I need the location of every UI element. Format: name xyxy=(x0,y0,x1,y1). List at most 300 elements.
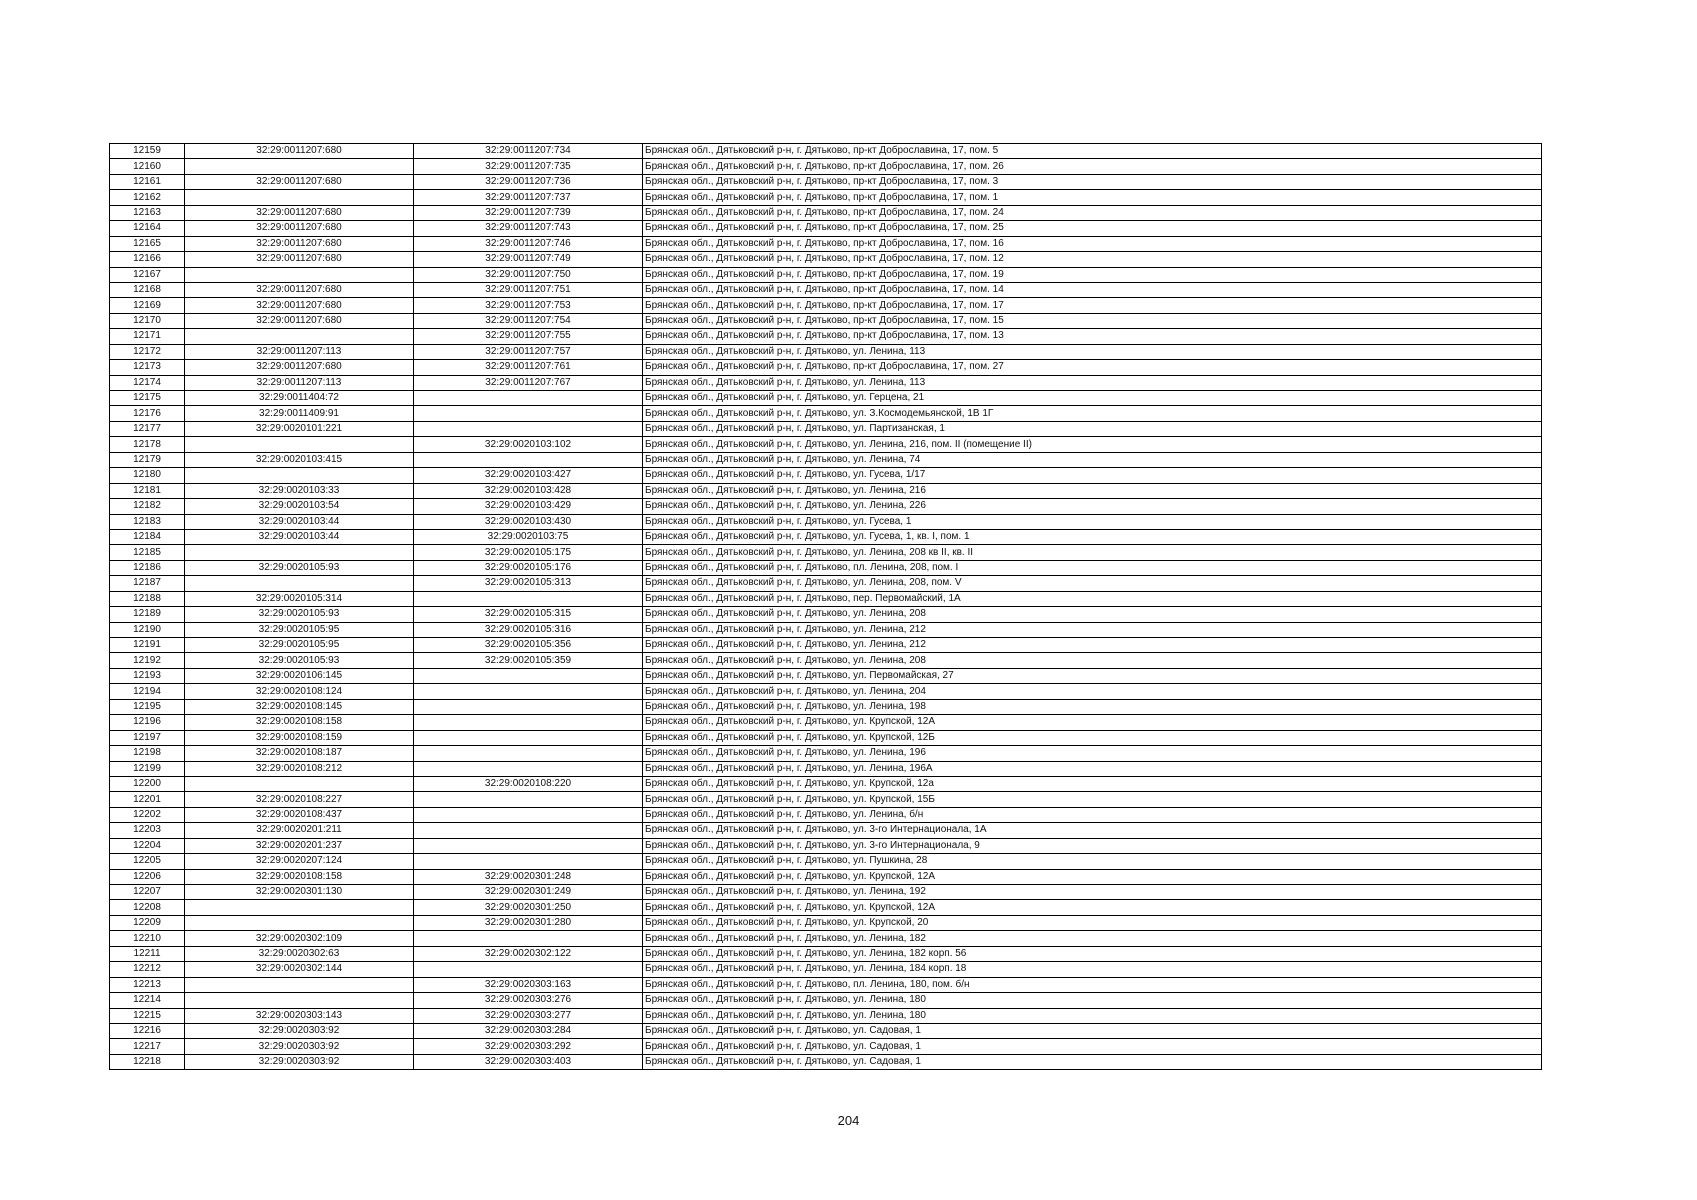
table-row xyxy=(110,715,1542,730)
address-cell: Брянская обл., Дятьковский р-н, г. Дятьково, ул. Гусева, 1 xyxy=(643,514,1542,529)
row-number-cell: 12217 xyxy=(110,1039,185,1054)
object-cadastral-number-cell xyxy=(414,823,643,838)
land-cadastral-number-cell: 32:29:0011207:680 xyxy=(185,174,414,189)
land-cadastral-number-cell: 32:29:0011207:113 xyxy=(185,375,414,390)
row-number-cell: 12214 xyxy=(110,993,185,1008)
address-cell: Брянская обл., Дятьковский р-н, г. Дятьково, пр-кт Доброславина, 17, пом. 17 xyxy=(643,298,1542,313)
table-row xyxy=(110,684,1542,699)
table-row xyxy=(110,993,1542,1008)
land-cadastral-number-cell xyxy=(185,329,414,344)
object-cadastral-number-cell xyxy=(414,591,643,606)
address-cell: Брянская обл., Дятьковский р-н, г. Дятьково, ул. Гусева, 1, кв. I, пом. 1 xyxy=(643,529,1542,544)
row-number-cell: 12192 xyxy=(110,653,185,668)
table-row xyxy=(110,437,1542,452)
land-cadastral-number-cell xyxy=(185,915,414,930)
row-number-cell: 12162 xyxy=(110,190,185,205)
row-number-cell: 12207 xyxy=(110,885,185,900)
address-cell: Брянская обл., Дятьковский р-н, г. Дятьково, ул. Ленина, 182 xyxy=(643,931,1542,946)
land-cadastral-number-cell: 32:29:0020108:158 xyxy=(185,869,414,884)
land-cadastral-number-cell: 32:29:0020302:109 xyxy=(185,931,414,946)
table-row xyxy=(110,174,1542,189)
land-cadastral-number-cell xyxy=(185,576,414,591)
table-row xyxy=(110,730,1542,745)
object-cadastral-number-cell: 32:29:0020105:359 xyxy=(414,653,643,668)
address-cell: Брянская обл., Дятьковский р-н, г. Дятьково, пр-кт Доброславина, 17, пом. 15 xyxy=(643,313,1542,328)
table-row xyxy=(110,190,1542,205)
land-cadastral-number-cell: 32:29:0020103:44 xyxy=(185,514,414,529)
table-row xyxy=(110,205,1542,220)
land-cadastral-number-cell xyxy=(185,159,414,174)
object-cadastral-number-cell xyxy=(414,668,643,683)
row-number-cell: 12193 xyxy=(110,668,185,683)
object-cadastral-number-cell: 32:29:0020103:428 xyxy=(414,483,643,498)
land-cadastral-number-cell: 32:29:0011207:680 xyxy=(185,282,414,297)
table-row xyxy=(110,375,1542,390)
row-number-cell: 12163 xyxy=(110,205,185,220)
row-number-cell: 12169 xyxy=(110,298,185,313)
object-cadastral-number-cell: 32:29:0020108:220 xyxy=(414,776,643,791)
object-cadastral-number-cell xyxy=(414,452,643,467)
object-cadastral-number-cell xyxy=(414,406,643,421)
table-row xyxy=(110,885,1542,900)
address-cell: Брянская обл., Дятьковский р-н, г. Дятьково, ул. З.Космодемьянской, 1В 1Г xyxy=(643,406,1542,421)
land-cadastral-number-cell: 32:29:0011207:680 xyxy=(185,360,414,375)
row-number-cell: 12206 xyxy=(110,869,185,884)
row-number-cell: 12212 xyxy=(110,962,185,977)
address-cell: Брянская обл., Дятьковский р-н, г. Дятьково, ул. Крупской, 12А xyxy=(643,900,1542,915)
row-number-cell: 12196 xyxy=(110,715,185,730)
land-cadastral-number-cell: 32:29:0020105:95 xyxy=(185,622,414,637)
address-cell: Брянская обл., Дятьковский р-н, г. Дятьково, ул. Крупской, 12А xyxy=(643,869,1542,884)
land-cadastral-number-cell: 32:29:0020303:92 xyxy=(185,1054,414,1069)
land-cadastral-number-cell: 32:29:0011207:680 xyxy=(185,298,414,313)
table-row xyxy=(110,576,1542,591)
table-row xyxy=(110,792,1542,807)
table-row xyxy=(110,252,1542,267)
object-cadastral-number-cell: 32:29:0011207:734 xyxy=(414,144,643,159)
table-row xyxy=(110,298,1542,313)
row-number-cell: 12179 xyxy=(110,452,185,467)
land-cadastral-number-cell xyxy=(185,900,414,915)
object-cadastral-number-cell: 32:29:0020105:316 xyxy=(414,622,643,637)
row-number-cell: 12200 xyxy=(110,776,185,791)
address-cell: Брянская обл., Дятьковский р-н, г. Дятьково, ул. Ленина, 196 xyxy=(643,746,1542,761)
table-row xyxy=(110,267,1542,282)
address-cell: Брянская обл., Дятьковский р-н, г. Дятьково, пер. Первомайский, 1А xyxy=(643,591,1542,606)
address-cell: Брянская обл., Дятьковский р-н, г. Дятьково, ул. Ленина, 208, пом. V xyxy=(643,576,1542,591)
row-number-cell: 12183 xyxy=(110,514,185,529)
land-cadastral-number-cell: 32:29:0020105:93 xyxy=(185,653,414,668)
object-cadastral-number-cell: 32:29:0011207:739 xyxy=(414,205,643,220)
object-cadastral-number-cell xyxy=(414,761,643,776)
land-cadastral-number-cell: 32:29:0020103:33 xyxy=(185,483,414,498)
object-cadastral-number-cell: 32:29:0020303:277 xyxy=(414,1008,643,1023)
land-cadastral-number-cell: 32:29:0020301:130 xyxy=(185,885,414,900)
address-cell: Брянская обл., Дятьковский р-н, г. Дятьково, пл. Ленина, 208, пом. I xyxy=(643,560,1542,575)
object-cadastral-number-cell xyxy=(414,699,643,714)
table-row xyxy=(110,560,1542,575)
address-cell: Брянская обл., Дятьковский р-н, г. Дятьково, ул. Крупской, 12Б xyxy=(643,730,1542,745)
table-row xyxy=(110,699,1542,714)
object-cadastral-number-cell xyxy=(414,838,643,853)
land-cadastral-number-cell: 32:29:0020108:159 xyxy=(185,730,414,745)
address-cell: Брянская обл., Дятьковский р-н, г. Дятьково, пр-кт Доброславина, 17, пом. 25 xyxy=(643,221,1542,236)
table-row xyxy=(110,483,1542,498)
table-row xyxy=(110,421,1542,436)
address-cell: Брянская обл., Дятьковский р-н, г. Дятьково, пр-кт Доброславина, 17, пом. 3 xyxy=(643,174,1542,189)
table-row xyxy=(110,854,1542,869)
table-row xyxy=(110,499,1542,514)
object-cadastral-number-cell: 32:29:0011207:735 xyxy=(414,159,643,174)
table-row xyxy=(110,1039,1542,1054)
address-cell: Брянская обл., Дятьковский р-н, г. Дятьково, ул. Ленина, 204 xyxy=(643,684,1542,699)
address-cell: Брянская обл., Дятьковский р-н, г. Дятьково, ул. Ленина, 208 xyxy=(643,607,1542,622)
land-cadastral-number-cell: 32:29:0020303:92 xyxy=(185,1039,414,1054)
land-cadastral-number-cell: 32:29:0020201:237 xyxy=(185,838,414,853)
object-cadastral-number-cell: 32:29:0020303:163 xyxy=(414,977,643,992)
object-cadastral-number-cell xyxy=(414,715,643,730)
address-cell: Брянская обл., Дятьковский р-н, г. Дятьково, ул. Ленина, 74 xyxy=(643,452,1542,467)
object-cadastral-number-cell xyxy=(414,962,643,977)
land-cadastral-number-cell xyxy=(185,468,414,483)
land-cadastral-number-cell xyxy=(185,267,414,282)
table-row xyxy=(110,807,1542,822)
table-row xyxy=(110,946,1542,961)
table-row xyxy=(110,1054,1542,1069)
object-cadastral-number-cell: 32:29:0020301:249 xyxy=(414,885,643,900)
table-row xyxy=(110,221,1542,236)
row-number-cell: 12164 xyxy=(110,221,185,236)
land-cadastral-number-cell: 32:29:0020108:227 xyxy=(185,792,414,807)
object-cadastral-number-cell xyxy=(414,931,643,946)
table-row xyxy=(110,360,1542,375)
address-cell: Брянская обл., Дятьковский р-н, г. Дятьково, ул. Ленина, 184 корп. 18 xyxy=(643,962,1542,977)
object-cadastral-number-cell: 32:29:0011207:736 xyxy=(414,174,643,189)
row-number-cell: 12161 xyxy=(110,174,185,189)
row-number-cell: 12178 xyxy=(110,437,185,452)
table-row xyxy=(110,344,1542,359)
row-number-cell: 12190 xyxy=(110,622,185,637)
land-cadastral-number-cell: 32:29:0011207:680 xyxy=(185,205,414,220)
row-number-cell: 12185 xyxy=(110,545,185,560)
object-cadastral-number-cell: 32:29:0020103:430 xyxy=(414,514,643,529)
address-cell: Брянская обл., Дятьковский р-н, г. Дятьково, пр-кт Доброславина, 17, пом. 26 xyxy=(643,159,1542,174)
land-cadastral-number-cell: 32:29:0011409:91 xyxy=(185,406,414,421)
object-cadastral-number-cell: 32:29:0020103:429 xyxy=(414,499,643,514)
table-row xyxy=(110,452,1542,467)
land-cadastral-number-cell: 32:29:0020108:187 xyxy=(185,746,414,761)
table-row xyxy=(110,391,1542,406)
land-cadastral-number-cell: 32:29:0020108:437 xyxy=(185,807,414,822)
row-number-cell: 12172 xyxy=(110,344,185,359)
page-number: 204 xyxy=(837,1113,860,1128)
table-row xyxy=(110,931,1542,946)
row-number-cell: 12197 xyxy=(110,730,185,745)
row-number-cell: 12194 xyxy=(110,684,185,699)
table-row xyxy=(110,607,1542,622)
address-cell: Брянская обл., Дятьковский р-н, г. Дятьково, ул. Ленина, 196А xyxy=(643,761,1542,776)
row-number-cell: 12166 xyxy=(110,252,185,267)
land-cadastral-number-cell: 32:29:0020105:314 xyxy=(185,591,414,606)
address-cell: Брянская обл., Дятьковский р-н, г. Дятьково, ул. Крупской, 12А xyxy=(643,715,1542,730)
row-number-cell: 12188 xyxy=(110,591,185,606)
land-cadastral-number-cell: 32:29:0020201:211 xyxy=(185,823,414,838)
land-cadastral-number-cell: 32:29:0020303:143 xyxy=(185,1008,414,1023)
row-number-cell: 12176 xyxy=(110,406,185,421)
table-row xyxy=(110,900,1542,915)
land-cadastral-number-cell: 32:29:0020101:221 xyxy=(185,421,414,436)
address-cell: Брянская обл., Дятьковский р-н, г. Дятьково, ул. Ленина, 226 xyxy=(643,499,1542,514)
row-number-cell: 12173 xyxy=(110,360,185,375)
object-cadastral-number-cell: 32:29:0020105:175 xyxy=(414,545,643,560)
row-number-cell: 12171 xyxy=(110,329,185,344)
land-cadastral-number-cell: 32:29:0020106:145 xyxy=(185,668,414,683)
object-cadastral-number-cell: 32:29:0020105:313 xyxy=(414,576,643,591)
table-row xyxy=(110,622,1542,637)
table-row xyxy=(110,1008,1542,1023)
address-cell: Брянская обл., Дятьковский р-н, г. Дятьково, ул. Ленина, 198 xyxy=(643,699,1542,714)
table-row xyxy=(110,776,1542,791)
table-row xyxy=(110,746,1542,761)
row-number-cell: 12159 xyxy=(110,144,185,159)
row-number-cell: 12210 xyxy=(110,931,185,946)
cadastral-registry-table xyxy=(109,143,1542,1070)
row-number-cell: 12186 xyxy=(110,560,185,575)
row-number-cell: 12216 xyxy=(110,1023,185,1038)
address-cell: Брянская обл., Дятьковский р-н, г. Дятьково, ул. Садовая, 1 xyxy=(643,1039,1542,1054)
table-row xyxy=(110,653,1542,668)
object-cadastral-number-cell xyxy=(414,807,643,822)
address-cell: Брянская обл., Дятьковский р-н, г. Дятьково, ул. Ленина, 113 xyxy=(643,375,1542,390)
land-cadastral-number-cell xyxy=(185,545,414,560)
address-cell: Брянская обл., Дятьковский р-н, г. Дятьково, ул. Крупской, 15Б xyxy=(643,792,1542,807)
object-cadastral-number-cell: 32:29:0011207:743 xyxy=(414,221,643,236)
address-cell: Брянская обл., Дятьковский р-н, г. Дятьково, ул. Герцена, 21 xyxy=(643,391,1542,406)
row-number-cell: 12175 xyxy=(110,391,185,406)
object-cadastral-number-cell: 32:29:0020105:176 xyxy=(414,560,643,575)
row-number-cell: 12180 xyxy=(110,468,185,483)
object-cadastral-number-cell xyxy=(414,746,643,761)
table-row xyxy=(110,236,1542,251)
object-cadastral-number-cell xyxy=(414,391,643,406)
table-row xyxy=(110,638,1542,653)
row-number-cell: 12160 xyxy=(110,159,185,174)
address-cell: Брянская обл., Дятьковский р-н, г. Дятьково, ул. Ленина, 180 xyxy=(643,1008,1542,1023)
land-cadastral-number-cell xyxy=(185,993,414,1008)
row-number-cell: 12213 xyxy=(110,977,185,992)
object-cadastral-number-cell: 32:29:0020303:276 xyxy=(414,993,643,1008)
address-cell: Брянская обл., Дятьковский р-н, г. Дятьково, ул. Пушкина, 28 xyxy=(643,854,1542,869)
address-cell: Брянская обл., Дятьковский р-н, г. Дятьково, ул. Ленина, 208 кв II, кв. II xyxy=(643,545,1542,560)
address-cell: Брянская обл., Дятьковский р-н, г. Дятьково, ул. Ленина, 192 xyxy=(643,885,1542,900)
row-number-cell: 12215 xyxy=(110,1008,185,1023)
table-row xyxy=(110,823,1542,838)
object-cadastral-number-cell: 32:29:0020303:292 xyxy=(414,1039,643,1054)
object-cadastral-number-cell: 32:29:0020303:284 xyxy=(414,1023,643,1038)
land-cadastral-number-cell xyxy=(185,190,414,205)
address-cell: Брянская обл., Дятьковский р-н, г. Дятьково, ул. Ленина, 208 xyxy=(643,653,1542,668)
row-number-cell: 12184 xyxy=(110,529,185,544)
object-cadastral-number-cell: 32:29:0011207:757 xyxy=(414,344,643,359)
table-row xyxy=(110,838,1542,853)
table-row xyxy=(110,977,1542,992)
address-cell: Брянская обл., Дятьковский р-н, г. Дятьково, ул. Партизанская, 1 xyxy=(643,421,1542,436)
table-row xyxy=(110,313,1542,328)
land-cadastral-number-cell xyxy=(185,776,414,791)
address-cell: Брянская обл., Дятьковский р-н, г. Дятьково, ул. Крупской, 12а xyxy=(643,776,1542,791)
row-number-cell: 12195 xyxy=(110,699,185,714)
row-number-cell: 12168 xyxy=(110,282,185,297)
address-cell: Брянская обл., Дятьковский р-н, г. Дятьково, ул. Ленина, б/н xyxy=(643,807,1542,822)
land-cadastral-number-cell: 32:29:0020105:93 xyxy=(185,560,414,575)
object-cadastral-number-cell: 32:29:0011207:750 xyxy=(414,267,643,282)
registry-table-body xyxy=(110,144,1542,1070)
row-number-cell: 12208 xyxy=(110,900,185,915)
land-cadastral-number-cell: 32:29:0020108:158 xyxy=(185,715,414,730)
land-cadastral-number-cell xyxy=(185,437,414,452)
table-row xyxy=(110,514,1542,529)
table-row xyxy=(110,869,1542,884)
land-cadastral-number-cell: 32:29:0011207:680 xyxy=(185,221,414,236)
table-row xyxy=(110,545,1542,560)
row-number-cell: 12177 xyxy=(110,421,185,436)
row-number-cell: 12191 xyxy=(110,638,185,653)
object-cadastral-number-cell: 32:29:0011207:749 xyxy=(414,252,643,267)
land-cadastral-number-cell: 32:29:0020105:93 xyxy=(185,607,414,622)
address-cell: Брянская обл., Дятьковский р-н, г. Дятьково, ул. 3-го Интернационала, 9 xyxy=(643,838,1542,853)
object-cadastral-number-cell: 32:29:0020103:102 xyxy=(414,437,643,452)
object-cadastral-number-cell: 32:29:0011207:746 xyxy=(414,236,643,251)
object-cadastral-number-cell: 32:29:0011207:754 xyxy=(414,313,643,328)
address-cell: Брянская обл., Дятьковский р-н, г. Дятьково, пр-кт Доброславина, 17, пом. 12 xyxy=(643,252,1542,267)
table-row xyxy=(110,668,1542,683)
object-cadastral-number-cell: 32:29:0011207:753 xyxy=(414,298,643,313)
object-cadastral-number-cell: 32:29:0011207:737 xyxy=(414,190,643,205)
row-number-cell: 12203 xyxy=(110,823,185,838)
land-cadastral-number-cell: 32:29:0020103:44 xyxy=(185,529,414,544)
row-number-cell: 12189 xyxy=(110,607,185,622)
address-cell: Брянская обл., Дятьковский р-н, г. Дятьково, пр-кт Доброславина, 17, пом. 1 xyxy=(643,190,1542,205)
address-cell: Брянская обл., Дятьковский р-н, г. Дятьково, ул. Ленина, 216 xyxy=(643,483,1542,498)
address-cell: Брянская обл., Дятьковский р-н, г. Дятьково, ул. 3-го Интернационала, 1А xyxy=(643,823,1542,838)
land-cadastral-number-cell: 32:29:0011207:680 xyxy=(185,313,414,328)
table-row xyxy=(110,159,1542,174)
land-cadastral-number-cell: 32:29:0020108:124 xyxy=(185,684,414,699)
land-cadastral-number-cell: 32:29:0011207:680 xyxy=(185,252,414,267)
address-cell: Брянская обл., Дятьковский р-н, г. Дятьково, ул. Садовая, 1 xyxy=(643,1054,1542,1069)
row-number-cell: 12211 xyxy=(110,946,185,961)
address-cell: Брянская обл., Дятьковский р-н, г. Дятьково, пр-кт Доброславина, 17, пом. 14 xyxy=(643,282,1542,297)
table-row xyxy=(110,144,1542,159)
address-cell: Брянская обл., Дятьковский р-н, г. Дятьково, пр-кт Доброславина, 17, пом. 24 xyxy=(643,205,1542,220)
object-cadastral-number-cell: 32:29:0020103:427 xyxy=(414,468,643,483)
row-number-cell: 12199 xyxy=(110,761,185,776)
object-cadastral-number-cell: 32:29:0020105:356 xyxy=(414,638,643,653)
table-row xyxy=(110,962,1542,977)
address-cell: Брянская обл., Дятьковский р-н, г. Дятьково, пр-кт Доброславина, 17, пом. 19 xyxy=(643,267,1542,282)
object-cadastral-number-cell xyxy=(414,730,643,745)
land-cadastral-number-cell: 32:29:0020108:212 xyxy=(185,761,414,776)
object-cadastral-number-cell: 32:29:0020301:248 xyxy=(414,869,643,884)
land-cadastral-number-cell: 32:29:0011207:680 xyxy=(185,144,414,159)
object-cadastral-number-cell: 32:29:0020105:315 xyxy=(414,607,643,622)
land-cadastral-number-cell: 32:29:0020103:415 xyxy=(185,452,414,467)
land-cadastral-number-cell: 32:29:0020303:92 xyxy=(185,1023,414,1038)
land-cadastral-number-cell: 32:29:0020108:145 xyxy=(185,699,414,714)
row-number-cell: 12182 xyxy=(110,499,185,514)
address-cell: Брянская обл., Дятьковский р-н, г. Дятьково, ул. Ленина, 212 xyxy=(643,638,1542,653)
address-cell: Брянская обл., Дятьковский р-н, г. Дятьково, ул. Ленина, 113 xyxy=(643,344,1542,359)
table-row xyxy=(110,468,1542,483)
object-cadastral-number-cell xyxy=(414,684,643,699)
row-number-cell: 12204 xyxy=(110,838,185,853)
object-cadastral-number-cell: 32:29:0011207:755 xyxy=(414,329,643,344)
object-cadastral-number-cell: 32:29:0020103:75 xyxy=(414,529,643,544)
object-cadastral-number-cell xyxy=(414,792,643,807)
address-cell: Брянская обл., Дятьковский р-н, г. Дятьково, ул. Ленина, 212 xyxy=(643,622,1542,637)
land-cadastral-number-cell: 32:29:0020302:63 xyxy=(185,946,414,961)
object-cadastral-number-cell xyxy=(414,421,643,436)
row-number-cell: 12202 xyxy=(110,807,185,822)
address-cell: Брянская обл., Дятьковский р-н, г. Дятьково, ул. Ленина, 182 корп. 56 xyxy=(643,946,1542,961)
table-row xyxy=(110,282,1542,297)
object-cadastral-number-cell: 32:29:0020302:122 xyxy=(414,946,643,961)
row-number-cell: 12170 xyxy=(110,313,185,328)
object-cadastral-number-cell: 32:29:0011207:767 xyxy=(414,375,643,390)
land-cadastral-number-cell: 32:29:0020103:54 xyxy=(185,499,414,514)
object-cadastral-number-cell: 32:29:0020301:280 xyxy=(414,915,643,930)
table-row xyxy=(110,915,1542,930)
address-cell: Брянская обл., Дятьковский р-н, г. Дятьково, ул. Первомайская, 27 xyxy=(643,668,1542,683)
object-cadastral-number-cell: 32:29:0020301:250 xyxy=(414,900,643,915)
row-number-cell: 12174 xyxy=(110,375,185,390)
object-cadastral-number-cell xyxy=(414,854,643,869)
land-cadastral-number-cell: 32:29:0020105:95 xyxy=(185,638,414,653)
object-cadastral-number-cell: 32:29:0011207:751 xyxy=(414,282,643,297)
address-cell: Брянская обл., Дятьковский р-н, г. Дятьково, ул. Ленина, 180 xyxy=(643,993,1542,1008)
address-cell: Брянская обл., Дятьковский р-н, г. Дятьково, пр-кт Доброславина, 17, пом. 27 xyxy=(643,360,1542,375)
row-number-cell: 12209 xyxy=(110,915,185,930)
land-cadastral-number-cell: 32:29:0011207:680 xyxy=(185,236,414,251)
table-row xyxy=(110,529,1542,544)
row-number-cell: 12201 xyxy=(110,792,185,807)
object-cadastral-number-cell: 32:29:0011207:761 xyxy=(414,360,643,375)
land-cadastral-number-cell: 32:29:0011404:72 xyxy=(185,391,414,406)
address-cell: Брянская обл., Дятьковский р-н, г. Дятьково, пр-кт Доброславина, 17, пом. 13 xyxy=(643,329,1542,344)
land-cadastral-number-cell: 32:29:0011207:113 xyxy=(185,344,414,359)
table-row xyxy=(110,329,1542,344)
row-number-cell: 12187 xyxy=(110,576,185,591)
address-cell: Брянская обл., Дятьковский р-н, г. Дятьково, пл. Ленина, 180, пом. б/н xyxy=(643,977,1542,992)
address-cell: Брянская обл., Дятьковский р-н, г. Дятьково, ул. Гусева, 1/17 xyxy=(643,468,1542,483)
table-row xyxy=(110,761,1542,776)
table-row xyxy=(110,591,1542,606)
row-number-cell: 12218 xyxy=(110,1054,185,1069)
address-cell: Брянская обл., Дятьковский р-н, г. Дятьково, ул. Ленина, 216, пом. II (помещение II) xyxy=(643,437,1542,452)
row-number-cell: 12181 xyxy=(110,483,185,498)
object-cadastral-number-cell: 32:29:0020303:403 xyxy=(414,1054,643,1069)
address-cell: Брянская обл., Дятьковский р-н, г. Дятьково, ул. Крупской, 20 xyxy=(643,915,1542,930)
land-cadastral-number-cell: 32:29:0020207:124 xyxy=(185,854,414,869)
row-number-cell: 12198 xyxy=(110,746,185,761)
row-number-cell: 12165 xyxy=(110,236,185,251)
address-cell: Брянская обл., Дятьковский р-н, г. Дятьково, ул. Садовая, 1 xyxy=(643,1023,1542,1038)
table-row xyxy=(110,1023,1542,1038)
row-number-cell: 12205 xyxy=(110,854,185,869)
row-number-cell: 12167 xyxy=(110,267,185,282)
land-cadastral-number-cell xyxy=(185,977,414,992)
address-cell: Брянская обл., Дятьковский р-н, г. Дятьково, пр-кт Доброславина, 17, пом. 16 xyxy=(643,236,1542,251)
